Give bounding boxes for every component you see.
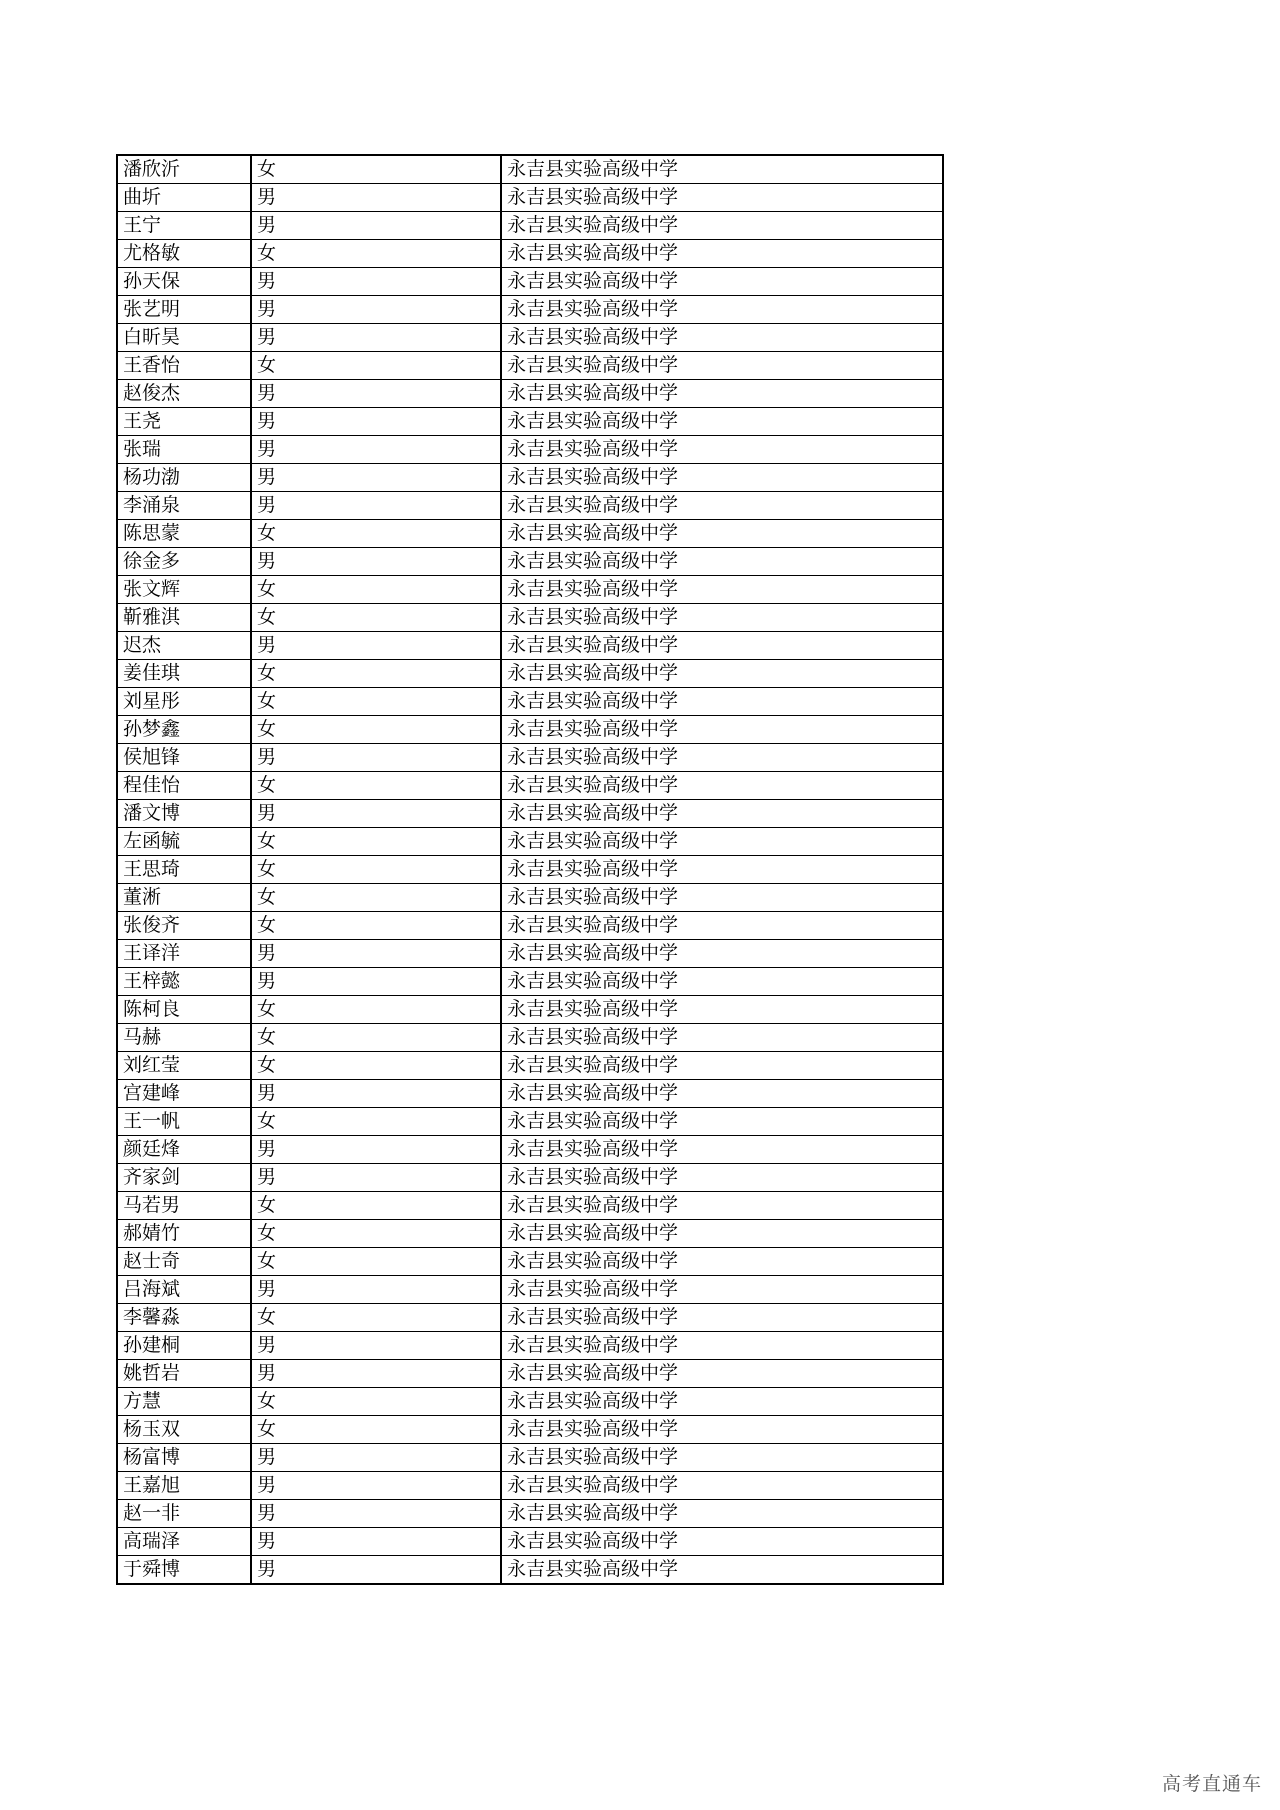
gender-cell: 男: [251, 968, 501, 996]
gender-cell: 女: [251, 912, 501, 940]
gender-cell: 男: [251, 1136, 501, 1164]
table-row: [117, 296, 943, 324]
school-cell: 永吉县实验高级中学: [501, 1360, 943, 1388]
school-cell: 永吉县实验高级中学: [501, 1304, 943, 1332]
school-cell: 永吉县实验高级中学: [501, 604, 943, 632]
student-name-cell: 刘星彤: [117, 688, 251, 716]
school-cell: 永吉县实验高级中学: [501, 1080, 943, 1108]
gender-cell: 女: [251, 1416, 501, 1444]
table-row: [117, 520, 943, 548]
school-cell: 永吉县实验高级中学: [501, 1444, 943, 1472]
table-row: [117, 1360, 943, 1388]
table-row: [117, 1276, 943, 1304]
student-name-cell: 孙天保: [117, 268, 251, 296]
table-row: [117, 1024, 943, 1052]
school-cell: 永吉县实验高级中学: [501, 1052, 943, 1080]
table-row: [117, 212, 943, 240]
table-row: [117, 716, 943, 744]
table-row: [117, 184, 943, 212]
student-name-cell: 郝婧竹: [117, 1220, 251, 1248]
gender-cell: 女: [251, 240, 501, 268]
student-name-cell: 高瑞泽: [117, 1528, 251, 1556]
school-cell: 永吉县实验高级中学: [501, 520, 943, 548]
gender-cell: 女: [251, 1220, 501, 1248]
table-row: [117, 352, 943, 380]
gender-cell: 女: [251, 828, 501, 856]
school-cell: 永吉县实验高级中学: [501, 772, 943, 800]
gender-cell: 男: [251, 1556, 501, 1585]
student-name-cell: 马赫: [117, 1024, 251, 1052]
gender-cell: 男: [251, 548, 501, 576]
school-cell: 永吉县实验高级中学: [501, 1108, 943, 1136]
student-name-cell: 潘文博: [117, 800, 251, 828]
table-row: [117, 268, 943, 296]
school-cell: 永吉县实验高级中学: [501, 800, 943, 828]
gender-cell: 女: [251, 996, 501, 1024]
gender-cell: 女: [251, 1248, 501, 1276]
table-row: [117, 1472, 943, 1500]
student-name-cell: 侯旭锋: [117, 744, 251, 772]
student-name-cell: 于舜博: [117, 1556, 251, 1585]
school-cell: 永吉县实验高级中学: [501, 1500, 943, 1528]
student-name-cell: 宫建峰: [117, 1080, 251, 1108]
student-name-cell: 王尧: [117, 408, 251, 436]
school-cell: 永吉县实验高级中学: [501, 268, 943, 296]
school-cell: 永吉县实验高级中学: [501, 1416, 943, 1444]
student-name-cell: 尤格敏: [117, 240, 251, 268]
school-cell: 永吉县实验高级中学: [501, 436, 943, 464]
school-cell: 永吉县实验高级中学: [501, 1556, 943, 1585]
gender-cell: 女: [251, 1192, 501, 1220]
table-row: [117, 800, 943, 828]
table-row: [117, 380, 943, 408]
gender-cell: 女: [251, 1024, 501, 1052]
table-row: [117, 1388, 943, 1416]
gender-cell: 男: [251, 1276, 501, 1304]
student-name-cell: 杨功渤: [117, 464, 251, 492]
school-cell: 永吉县实验高级中学: [501, 1388, 943, 1416]
table-row: [117, 968, 943, 996]
gender-cell: 男: [251, 1472, 501, 1500]
student-name-cell: 赵一非: [117, 1500, 251, 1528]
gender-cell: 女: [251, 1052, 501, 1080]
student-name-cell: 孙建桐: [117, 1332, 251, 1360]
student-name-cell: 吕海斌: [117, 1276, 251, 1304]
student-name-cell: 张俊齐: [117, 912, 251, 940]
gender-cell: 女: [251, 716, 501, 744]
school-cell: 永吉县实验高级中学: [501, 296, 943, 324]
school-cell: 永吉县实验高级中学: [501, 155, 943, 184]
roster-body: [117, 155, 943, 1584]
school-cell: 永吉县实验高级中学: [501, 940, 943, 968]
table-row: [117, 772, 943, 800]
table-row: [117, 688, 943, 716]
table-row: [117, 1332, 943, 1360]
table-row: [117, 660, 943, 688]
student-name-cell: 徐金多: [117, 548, 251, 576]
table-row: [117, 1080, 943, 1108]
student-name-cell: 董淅: [117, 884, 251, 912]
school-cell: 永吉县实验高级中学: [501, 212, 943, 240]
student-name-cell: 白昕昊: [117, 324, 251, 352]
student-name-cell: 齐家剑: [117, 1164, 251, 1192]
gender-cell: 男: [251, 436, 501, 464]
gender-cell: 女: [251, 520, 501, 548]
student-name-cell: 程佳怡: [117, 772, 251, 800]
school-cell: 永吉县实验高级中学: [501, 856, 943, 884]
school-cell: 永吉县实验高级中学: [501, 1332, 943, 1360]
school-cell: 永吉县实验高级中学: [501, 184, 943, 212]
table-row: [117, 828, 943, 856]
gender-cell: 女: [251, 1388, 501, 1416]
school-cell: 永吉县实验高级中学: [501, 1528, 943, 1556]
gender-cell: 男: [251, 1332, 501, 1360]
table-row: [117, 940, 943, 968]
gender-cell: 男: [251, 744, 501, 772]
table-row: [117, 1444, 943, 1472]
watermark-text: 高考直通车: [1161, 1773, 1262, 1795]
student-name-cell: 张瑞: [117, 436, 251, 464]
student-name-cell: 方慧: [117, 1388, 251, 1416]
student-name-cell: 李涌泉: [117, 492, 251, 520]
table-row: [117, 492, 943, 520]
table-row: [117, 324, 943, 352]
student-name-cell: 刘红莹: [117, 1052, 251, 1080]
student-name-cell: 孙梦鑫: [117, 716, 251, 744]
gender-cell: 女: [251, 155, 501, 184]
gender-cell: 男: [251, 1528, 501, 1556]
school-cell: 永吉县实验高级中学: [501, 1472, 943, 1500]
table-row: [117, 1416, 943, 1444]
table-row: [117, 1136, 943, 1164]
gender-cell: 男: [251, 632, 501, 660]
gender-cell: 男: [251, 940, 501, 968]
gender-cell: 男: [251, 324, 501, 352]
student-name-cell: 王译洋: [117, 940, 251, 968]
gender-cell: 男: [251, 380, 501, 408]
school-cell: 永吉县实验高级中学: [501, 1136, 943, 1164]
student-name-cell: 马若男: [117, 1192, 251, 1220]
table-row: [117, 912, 943, 940]
table-row: [117, 632, 943, 660]
school-cell: 永吉县实验高级中学: [501, 688, 943, 716]
school-cell: 永吉县实验高级中学: [501, 884, 943, 912]
student-name-cell: 迟杰: [117, 632, 251, 660]
gender-cell: 男: [251, 408, 501, 436]
table-row: [117, 464, 943, 492]
gender-cell: 男: [251, 212, 501, 240]
school-cell: 永吉县实验高级中学: [501, 632, 943, 660]
student-name-cell: 陈思蒙: [117, 520, 251, 548]
table-row: [117, 155, 943, 184]
table-row: [117, 1528, 943, 1556]
gender-cell: 男: [251, 1080, 501, 1108]
student-name-cell: 潘欣沂: [117, 155, 251, 184]
school-cell: 永吉县实验高级中学: [501, 576, 943, 604]
student-name-cell: 张文辉: [117, 576, 251, 604]
student-roster-table: [116, 154, 944, 1585]
student-name-cell: 王梓懿: [117, 968, 251, 996]
gender-cell: 男: [251, 464, 501, 492]
table-row: [117, 1248, 943, 1276]
school-cell: 永吉县实验高级中学: [501, 716, 943, 744]
student-name-cell: 杨玉双: [117, 1416, 251, 1444]
school-cell: 永吉县实验高级中学: [501, 996, 943, 1024]
student-name-cell: 李馨淼: [117, 1304, 251, 1332]
gender-cell: 女: [251, 660, 501, 688]
school-cell: 永吉县实验高级中学: [501, 492, 943, 520]
school-cell: 永吉县实验高级中学: [501, 380, 943, 408]
gender-cell: 男: [251, 1444, 501, 1472]
table-row: [117, 1164, 943, 1192]
gender-cell: 男: [251, 268, 501, 296]
student-name-cell: 赵士奇: [117, 1248, 251, 1276]
gender-cell: 男: [251, 1500, 501, 1528]
student-name-cell: 姚哲岩: [117, 1360, 251, 1388]
student-name-cell: 颜廷烽: [117, 1136, 251, 1164]
gender-cell: 男: [251, 184, 501, 212]
student-name-cell: 王嘉旭: [117, 1472, 251, 1500]
table-row: [117, 240, 943, 268]
table-row: [117, 548, 943, 576]
school-cell: 永吉县实验高级中学: [501, 1276, 943, 1304]
school-cell: 永吉县实验高级中学: [501, 1024, 943, 1052]
table-row: [117, 1556, 943, 1585]
table-row: [117, 884, 943, 912]
gender-cell: 女: [251, 772, 501, 800]
table-row: [117, 996, 943, 1024]
student-name-cell: 左函毓: [117, 828, 251, 856]
school-cell: 永吉县实验高级中学: [501, 548, 943, 576]
gender-cell: 女: [251, 884, 501, 912]
table-row: [117, 576, 943, 604]
school-cell: 永吉县实验高级中学: [501, 1248, 943, 1276]
school-cell: 永吉县实验高级中学: [501, 408, 943, 436]
student-name-cell: 杨富博: [117, 1444, 251, 1472]
gender-cell: 男: [251, 1360, 501, 1388]
table-row: [117, 1108, 943, 1136]
student-name-cell: 王香怡: [117, 352, 251, 380]
student-name-cell: 张艺明: [117, 296, 251, 324]
school-cell: 永吉县实验高级中学: [501, 660, 943, 688]
student-name-cell: 赵俊杰: [117, 380, 251, 408]
student-name-cell: 曲圻: [117, 184, 251, 212]
gender-cell: 男: [251, 296, 501, 324]
table-row: [117, 1220, 943, 1248]
student-name-cell: 姜佳琪: [117, 660, 251, 688]
table-row: [117, 436, 943, 464]
school-cell: 永吉县实验高级中学: [501, 1220, 943, 1248]
school-cell: 永吉县实验高级中学: [501, 968, 943, 996]
table-row: [117, 744, 943, 772]
gender-cell: 男: [251, 492, 501, 520]
table-row: [117, 1500, 943, 1528]
gender-cell: 女: [251, 856, 501, 884]
student-name-cell: 王宁: [117, 212, 251, 240]
student-name-cell: 王思琦: [117, 856, 251, 884]
student-name-cell: 靳雅淇: [117, 604, 251, 632]
school-cell: 永吉县实验高级中学: [501, 352, 943, 380]
school-cell: 永吉县实验高级中学: [501, 464, 943, 492]
table-row: [117, 408, 943, 436]
gender-cell: 女: [251, 688, 501, 716]
gender-cell: 女: [251, 1108, 501, 1136]
school-cell: 永吉县实验高级中学: [501, 1164, 943, 1192]
school-cell: 永吉县实验高级中学: [501, 912, 943, 940]
table-row: [117, 1192, 943, 1220]
school-cell: 永吉县实验高级中学: [501, 828, 943, 856]
student-name-cell: 王一帆: [117, 1108, 251, 1136]
gender-cell: 男: [251, 1164, 501, 1192]
gender-cell: 女: [251, 352, 501, 380]
table-row: [117, 856, 943, 884]
table-row: [117, 604, 943, 632]
school-cell: 永吉县实验高级中学: [501, 324, 943, 352]
gender-cell: 女: [251, 1304, 501, 1332]
gender-cell: 女: [251, 576, 501, 604]
table-row: [117, 1304, 943, 1332]
gender-cell: 男: [251, 800, 501, 828]
student-name-cell: 陈柯良: [117, 996, 251, 1024]
school-cell: 永吉县实验高级中学: [501, 744, 943, 772]
school-cell: 永吉县实验高级中学: [501, 1192, 943, 1220]
table-row: [117, 1052, 943, 1080]
gender-cell: 女: [251, 604, 501, 632]
school-cell: 永吉县实验高级中学: [501, 240, 943, 268]
